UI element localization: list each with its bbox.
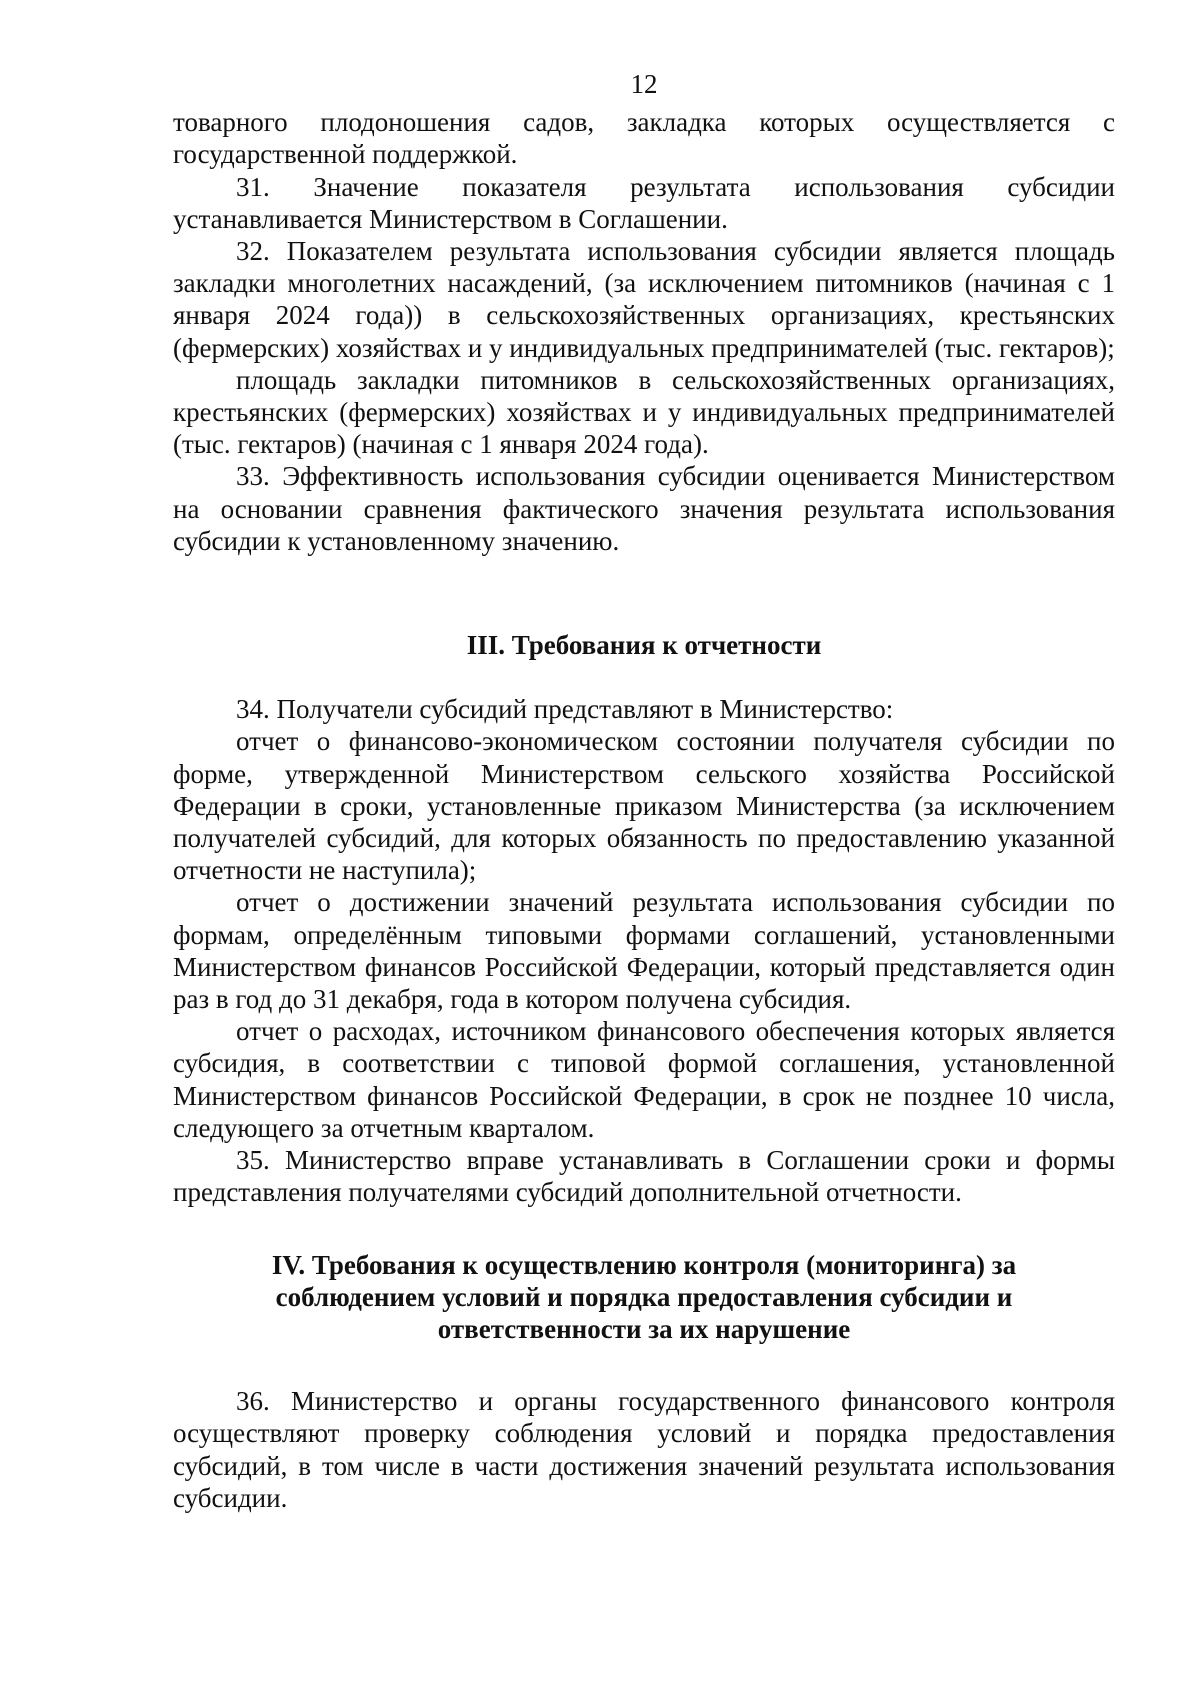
paragraph-continuation: товарного плодоношения садов, закладка которых осуществляется с государственной поддержкой. — [173, 107, 1115, 170]
paragraph-36: 36. Министерство и органы государственного финансового контроля осуществляют проверку соблюдения условий и порядка предоставления субсидий, в том числе в части достижения значений результата использования субсидии. — [173, 1386, 1115, 1513]
paragraph-32: 32. Показателем результата использования субсидии является площадь закладки многолетних насаждений, (за исключением питомников (начиная с 1 января 2024 года)) в сельскохозяйственных организациях, крестьянских (фермерских) хозяйствах и у индивидуальных предпринимателей (тыс. гектаров); — [173, 236, 1115, 363]
paragraph-34-results-report: отчет о достижении значений результата использования субсидии по формам, определённым типовыми формами соглашений, установленными Министерством финансов Российской Федерации, который представляется один раз в год до 31 декабря, года в котором получена субсидия. — [173, 887, 1115, 1015]
spacer — [173, 1345, 1115, 1385]
document-page — [173, 68, 1115, 1514]
section-4-heading-line-2: соблюдением условий и порядка предоставления субсидии и — [275, 1281, 1013, 1312]
section-4-heading — [173, 1249, 1115, 1346]
paragraph-34-expenses-report: отчет о расходах, источником финансового обеспечения которых является субсидия, в соответствии с типовой формой соглашения, установленной Министерством финансов Российской Федерации, в срок не позднее 10 числа, следующего за отчетным кварталом. — [173, 1016, 1115, 1143]
section-3-heading: III. Требования к отчетности — [466, 630, 822, 661]
paragraph-34-financial-report: отчет о финансово-экономическом состоянии получателя субсидии по форме, утвержденной Министерством сельского хозяйства Российской Федерации в сроки, установленные приказом Министерства (за исключением получателей субсидий, для которых обязанность по предоставлению указанной отчетности не наступила); — [173, 726, 1115, 886]
paragraph-34: 34. Получатели субсидий представляют в Министерство: — [236, 694, 894, 725]
spacer — [173, 661, 1115, 693]
page-number: 12 — [630, 69, 658, 99]
paragraph-33: 33. Эффективность использования субсидии оценивается Министерством на основании сравнения фактического значения результата использования субсидии к установленному значению. — [173, 461, 1115, 556]
spacer — [173, 1209, 1115, 1249]
section-4-heading-line-1: IV. Требования к осуществлению контроля (мониторинга) за — [271, 1249, 1017, 1280]
paragraph-35: 35. Министерство вправе устанавливать в Соглашении сроки и формы представления получателями субсидий дополнительной отчетности. — [173, 1145, 1115, 1208]
section-4-heading-line-3: ответственности за их нарушение — [437, 1313, 851, 1344]
paragraph-31: 31. Значение показателя результата использования субсидии устанавливается Министерством в Соглашении. — [173, 171, 1115, 234]
paragraph-32-nurseries: площадь закладки питомников в сельскохозяйственных организациях, крестьянских (фермерских) хозяйствах и у индивидуальных предпринимателей (тыс. гектаров) (начиная с 1 января 2024 года). — [173, 364, 1115, 460]
spacer — [173, 557, 1115, 629]
